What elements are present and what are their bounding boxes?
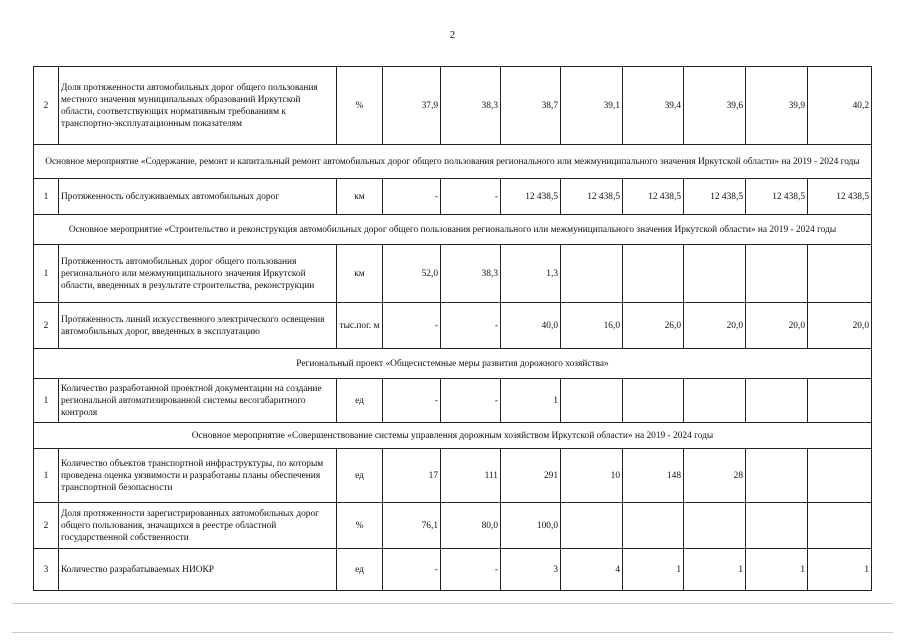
indicator-value: -: [383, 303, 441, 349]
section-header-row: [34, 145, 872, 179]
section-header-row: [34, 215, 872, 245]
indicator-value: [561, 245, 623, 303]
row-number: 2: [34, 503, 59, 549]
section-title: Региональный проект «Общесистемные меры развития дорожного хозяйства»: [34, 349, 872, 379]
unit-of-measure: %: [337, 67, 383, 145]
indicator-name: Протяженность линий искусственного электрического освещения автомобильных дорог, введенных в эксплуатацию: [59, 303, 337, 349]
table-row: [34, 503, 872, 549]
scan-artifact-line: [12, 603, 893, 604]
table-row: [34, 245, 872, 303]
indicator-value: 20,0: [746, 303, 808, 349]
indicator-value: [746, 449, 808, 503]
indicator-name: Доля протяженности зарегистрированных автомобильных дорог общего пользования, значащихся в реестре областной государственной собственности: [59, 503, 337, 549]
row-number: 2: [34, 67, 59, 145]
indicator-name: Протяженность обслуживаемых автомобильных дорог: [59, 179, 337, 215]
row-number: 2: [34, 303, 59, 349]
indicator-value: [623, 379, 684, 423]
indicator-value: -: [441, 379, 501, 423]
indicator-value: 1: [684, 549, 746, 591]
indicator-value: 12 438,5: [623, 179, 684, 215]
indicator-value: [623, 503, 684, 549]
indicator-value: 12 438,5: [501, 179, 561, 215]
indicator-value: 111: [441, 449, 501, 503]
indicator-name: Количество разрабатываемых НИОКР: [59, 549, 337, 591]
table-row: [34, 67, 872, 145]
row-number: 1: [34, 449, 59, 503]
page-number: 2: [449, 29, 456, 41]
table-row: [34, 379, 872, 423]
table-row: [34, 179, 872, 215]
indicator-value: 26,0: [623, 303, 684, 349]
unit-of-measure: ед: [337, 449, 383, 503]
indicator-value: 3: [501, 549, 561, 591]
indicator-value: [561, 503, 623, 549]
indicator-value: [684, 379, 746, 423]
indicator-name: Количество объектов транспортной инфраструктуры, по которым проведена оценка уязвимости и разработаны планы обеспечения транспортной безопасности: [59, 449, 337, 503]
unit-of-measure: км: [337, 179, 383, 215]
indicator-value: [746, 245, 808, 303]
indicator-value: 1,3: [501, 245, 561, 303]
indicator-value: -: [441, 303, 501, 349]
section-title: Основное мероприятие «Строительство и реконструкция автомобильных дорог общего пользования регионального или межмуниципального значения Иркутской области» на 2019 - 2024 годы: [34, 215, 872, 245]
indicator-value: 39,9: [746, 67, 808, 145]
indicator-value: 1: [501, 379, 561, 423]
indicator-value: [561, 379, 623, 423]
indicator-value: 100,0: [501, 503, 561, 549]
indicator-value: -: [383, 379, 441, 423]
row-number: 1: [34, 245, 59, 303]
table-row: [34, 449, 872, 503]
indicator-value: 40,0: [501, 303, 561, 349]
indicator-value: -: [441, 179, 501, 215]
table-body: [34, 67, 872, 591]
section-header-row: [34, 423, 872, 449]
section-title: Основное мероприятие «Совершенствование системы управления дорожным хозяйством Иркутской области» на 2019 - 2024 годы: [34, 423, 872, 449]
indicator-value: [808, 503, 872, 549]
scan-artifact-line: [12, 632, 893, 633]
indicator-value: 12 438,5: [561, 179, 623, 215]
unit-of-measure: км: [337, 245, 383, 303]
indicator-value: 37,9: [383, 67, 441, 145]
indicator-name: Доля протяженности автомобильных дорог общего пользования местного значения муниципальных образований Иркутской области, соответствующих нормативным требованиям к транспортно-эксплуатационным показателям: [59, 67, 337, 145]
unit-of-measure: тыс.пог. м: [337, 303, 383, 349]
indicator-value: 1: [746, 549, 808, 591]
indicators-table: [33, 66, 872, 591]
table-row: [34, 549, 872, 591]
indicator-value: 16,0: [561, 303, 623, 349]
unit-of-measure: %: [337, 503, 383, 549]
table-row: [34, 303, 872, 349]
indicator-value: 12 438,5: [808, 179, 872, 215]
indicator-value: 39,4: [623, 67, 684, 145]
indicator-name: Количество разработанной проектной документации на создание региональной автоматизированной системы весогабаритного контроля: [59, 379, 337, 423]
indicator-value: [746, 379, 808, 423]
indicator-value: 39,1: [561, 67, 623, 145]
indicator-name: Протяженность автомобильных дорог общего пользования регионального или межмуниципального значения Иркутской области, введенных в результате строительства, реконструкции: [59, 245, 337, 303]
indicator-value: 20,0: [808, 303, 872, 349]
indicator-value: 1: [623, 549, 684, 591]
indicator-value: 1: [808, 549, 872, 591]
indicator-value: 39,6: [684, 67, 746, 145]
indicator-value: 4: [561, 549, 623, 591]
indicator-value: 28: [684, 449, 746, 503]
indicator-value: 38,3: [441, 245, 501, 303]
indicator-value: 40,2: [808, 67, 872, 145]
indicator-value: 76,1: [383, 503, 441, 549]
row-number: 1: [34, 179, 59, 215]
indicator-value: [623, 245, 684, 303]
section-title: Основное мероприятие «Содержание, ремонт и капитальный ремонт автомобильных дорог общего пользования регионального или межмуниципального значения Иркутской области» на 2019 - 2024 годы: [34, 145, 872, 179]
indicator-value: [746, 503, 808, 549]
section-header-row: [34, 349, 872, 379]
unit-of-measure: ед: [337, 549, 383, 591]
indicator-value: 20,0: [684, 303, 746, 349]
indicator-value: -: [441, 549, 501, 591]
indicator-value: [684, 503, 746, 549]
indicator-value: [808, 245, 872, 303]
indicator-value: 38,3: [441, 67, 501, 145]
indicator-value: 80,0: [441, 503, 501, 549]
unit-of-measure: ед: [337, 379, 383, 423]
indicator-value: 291: [501, 449, 561, 503]
indicator-value: 148: [623, 449, 684, 503]
indicator-value: 10: [561, 449, 623, 503]
indicator-value: 17: [383, 449, 441, 503]
indicator-value: -: [383, 179, 441, 215]
row-number: 1: [34, 379, 59, 423]
indicator-value: [808, 379, 872, 423]
row-number: 3: [34, 549, 59, 591]
indicator-value: 12 438,5: [684, 179, 746, 215]
indicator-value: -: [383, 549, 441, 591]
indicator-value: 52,0: [383, 245, 441, 303]
indicator-value: 38,7: [501, 67, 561, 145]
indicator-value: [684, 245, 746, 303]
indicator-value: 12 438,5: [746, 179, 808, 215]
indicator-value: [808, 449, 872, 503]
